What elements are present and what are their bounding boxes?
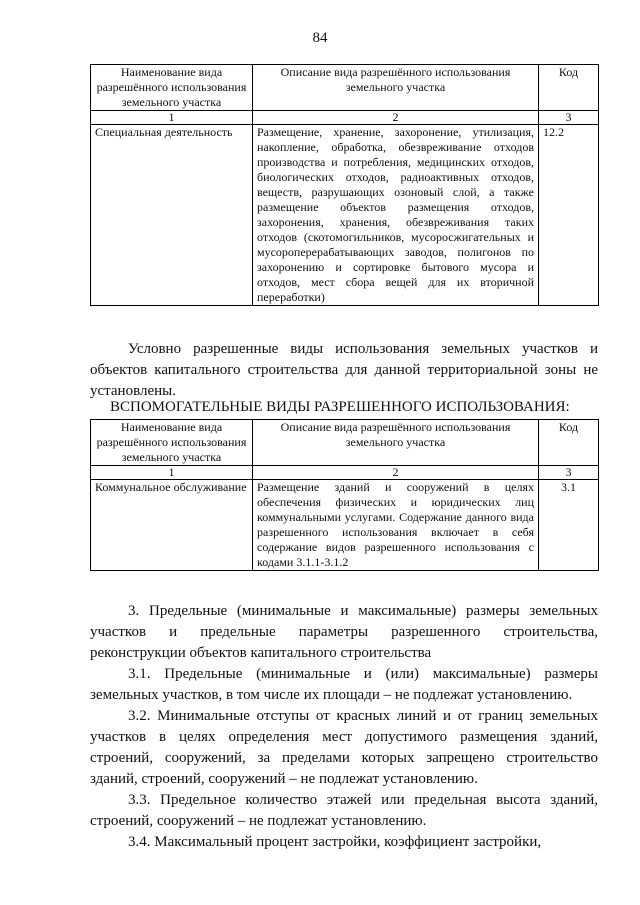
paragraph-3-2: 3.2. Минимальные отступы от красных линий и от границ земельных участков в целях определения мест допустимого размещения зданий, строений, сооружений, за пределами которых запрещено строительство зданий, строений, сооружений – не подлежат установлению.	[90, 708, 598, 787]
landuse-name: Специальная деятельность	[91, 125, 253, 306]
column-number-3: 3	[539, 111, 599, 125]
auxiliary-landuse-table	[90, 419, 599, 571]
header-code: Код	[539, 420, 599, 466]
paragraph-3: 3. Предельные (минимальные и максимальные) размеры земельных участков и предельные параметры разрешенного строительства, реконструкции объектов капитального строительства	[90, 603, 598, 661]
landuse-code: 3.1	[539, 480, 599, 571]
page-number: 84	[312, 30, 328, 46]
table-row	[91, 125, 599, 306]
table-header-row	[91, 65, 599, 111]
landuse-name: Коммунальное обслуживание	[91, 480, 253, 571]
landuse-description: Размещение, хранение, захоронение, утилизация, накопление, обработка, обезвреживание отходов производства и потребления, медицинских отходов, биологических отходов, радиоактивных отходов, веществ, разрушающих озоновый слой, а также размещение объектов размещения отходов, захоронения, хранения, обезвреживания таких отходов (скотомогильников, мусоросжигательных и мусороперерабатывающих заводов, полигонов по захоронению и сортировке бытового мусора и отходов, мест сбора вещей для их вторичной переработки)	[253, 125, 539, 306]
column-number-3: 3	[539, 466, 599, 480]
paragraph-3-3: 3.3. Предельное количество этажей или предельная высота зданий, строений, сооружений – не подлежат установлению.	[90, 792, 598, 829]
header-description: Описание вида разрешённого использования земельного участка	[253, 65, 539, 111]
paragraph-3-4: 3.4. Максимальный процент застройки, коэффициент застройки,	[128, 834, 542, 850]
landuse-code: 12.2	[539, 125, 599, 306]
table-row	[91, 480, 599, 571]
table-number-row	[91, 111, 599, 125]
header-description: Описание вида разрешённого использования земельного участка	[253, 420, 539, 466]
main-landuse-table	[90, 64, 599, 306]
column-number-2: 2	[253, 111, 539, 125]
column-number-1: 1	[91, 111, 253, 125]
header-name: Наименование вида разрешённого использования земельного участка	[91, 65, 253, 111]
table-number-row	[91, 466, 599, 480]
header-name: Наименование вида разрешённого использования земельного участка	[91, 420, 253, 466]
column-number-1: 1	[91, 466, 253, 480]
conditional-uses-text: Условно разрешенные виды использования земельных участков и объектов капитального строительства для данной территориальной зоны не установлены.	[90, 341, 598, 399]
paragraph-3-1: 3.1. Предельные (минимальные и (или) максимальные) размеры земельных участков, в том числе их площади – не подлежат установлению.	[90, 666, 598, 703]
auxiliary-uses-heading: ВСПОМОГАТЕЛЬНЫЕ ВИДЫ РАЗРЕШЕННОГО ИСПОЛЬЗОВАНИЯ:	[110, 399, 570, 415]
landuse-description: Размещение зданий и сооружений в целях обеспечения физических и юридических лиц коммунальными услугами. Содержание данного вида разрешенного использования включает в себя содержание видов разрешенного использования с кодами 3.1.1-3.1.2	[253, 480, 539, 571]
table-header-row	[91, 420, 599, 466]
column-number-2: 2	[253, 466, 539, 480]
header-code: Код	[539, 65, 599, 111]
